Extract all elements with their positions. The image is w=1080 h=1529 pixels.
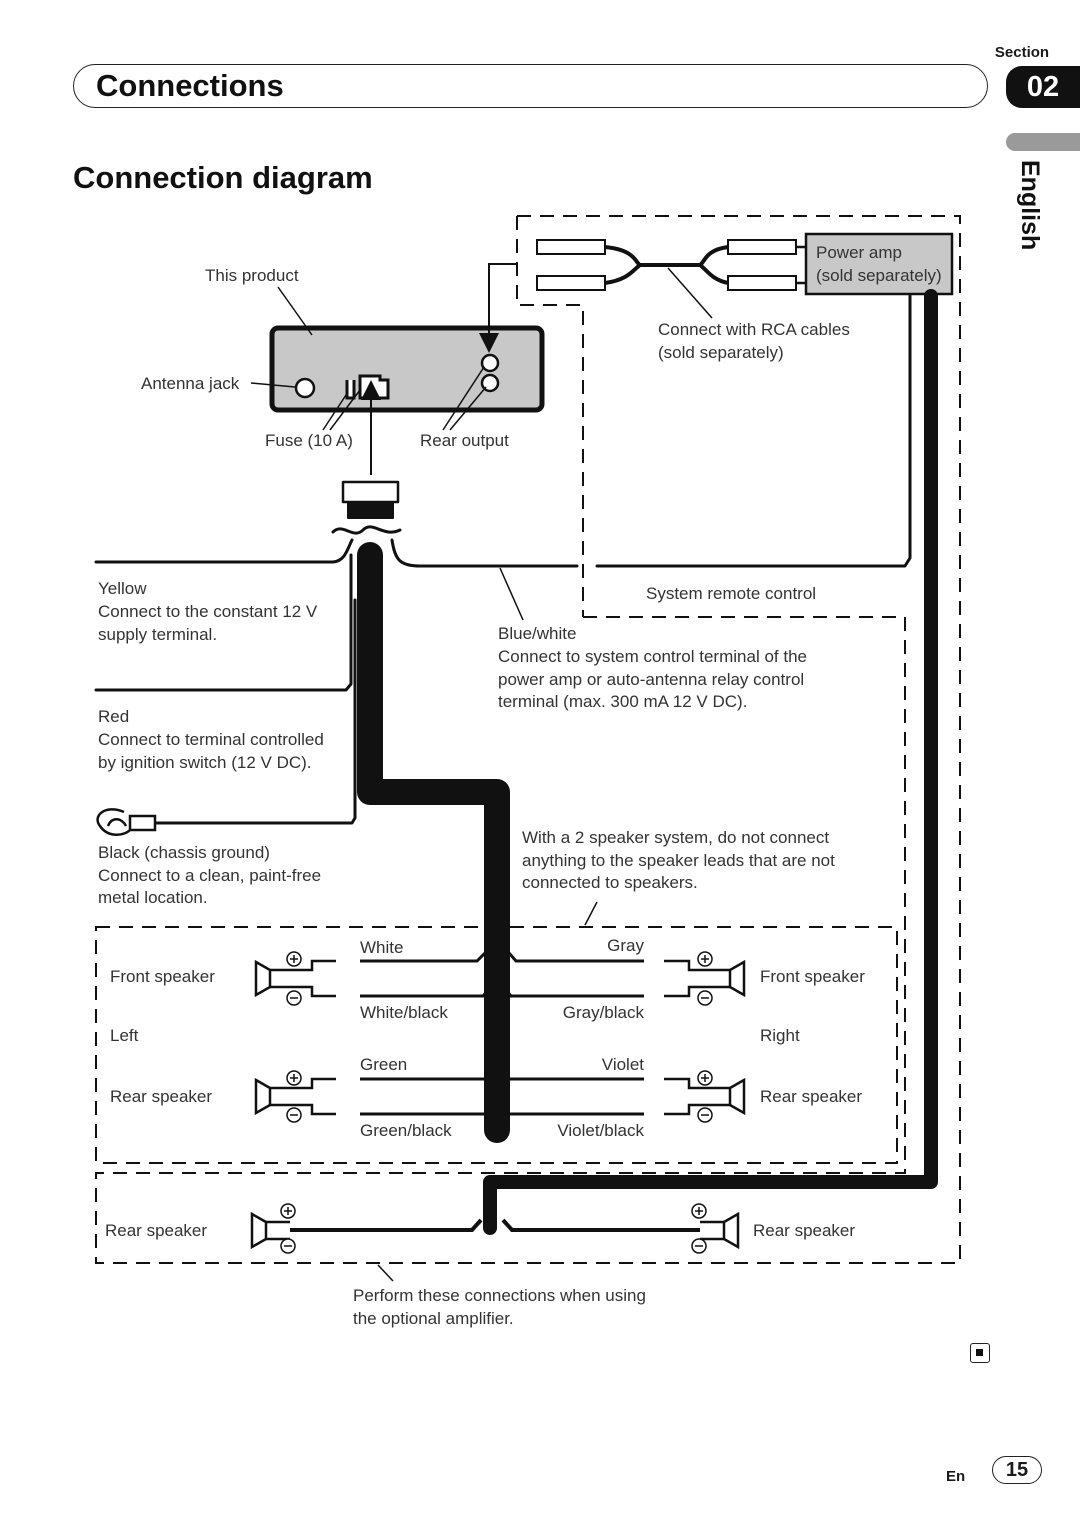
front-speaker-left-label: Front speaker — [110, 967, 215, 986]
header-title: Connections — [96, 68, 284, 103]
power-amp-sold-label: (sold separately) — [816, 266, 942, 285]
rear-speaker-left-label: Rear speaker — [110, 1087, 213, 1106]
front-speaker-right-label: Front speaker — [760, 967, 865, 986]
end-mark-icon — [970, 1343, 990, 1363]
right-label: Right — [760, 1026, 800, 1045]
yellow-title: Yellow — [98, 579, 147, 598]
yellow-line-1: Connect to the constant 12 V — [98, 602, 318, 621]
ground-terminal-icon — [98, 809, 155, 834]
head-unit — [272, 328, 542, 410]
rear-output-label: Rear output — [420, 431, 509, 450]
rca-label-2: (sold separately) — [658, 343, 784, 362]
black-title: Black (chassis ground) — [98, 843, 270, 862]
wire-violet-label: Violet — [601, 1055, 644, 1074]
language-label: English — [1016, 160, 1044, 251]
red-line-1: Connect to terminal controlled — [98, 730, 324, 749]
system-remote-label: System remote control — [646, 584, 817, 603]
black-line-2: metal location. — [98, 888, 208, 907]
black-line-1: Connect to a clean, paint-free — [98, 866, 322, 885]
wire-gray-label: Gray — [607, 936, 644, 955]
red-line-2: by ignition switch (12 V DC). — [98, 753, 312, 772]
fuse-label: Fuse (10 A) — [265, 431, 353, 450]
antenna-jack-label: Antenna jack — [141, 374, 240, 393]
blue-white-line-3: terminal (max. 300 mA 12 V DC). — [498, 692, 748, 711]
wire-gray-black-label: Gray/black — [562, 1003, 644, 1022]
blue-white-title: Blue/white — [498, 624, 577, 643]
rear-speaker-right-label: Rear speaker — [760, 1087, 863, 1106]
optional-note-1: Perform these connections when using — [353, 1286, 646, 1305]
wire-white-black-label: White/black — [360, 1003, 448, 1022]
power-amp-label: Power amp — [816, 243, 902, 262]
footer-language: En — [946, 1468, 966, 1485]
section-label: Section — [994, 44, 1050, 61]
wire-green-black-label: Green/black — [360, 1121, 452, 1140]
antenna-jack-socket — [296, 379, 314, 397]
two-speaker-note-2: anything to the speaker leads that are not — [522, 851, 835, 870]
two-speaker-note-3: connected to speakers. — [522, 873, 698, 892]
wire-violet-black-label: Violet/black — [557, 1121, 644, 1140]
rca-cables — [537, 240, 806, 290]
rear-output-jack-top — [482, 355, 498, 371]
amp-rear-speaker-left-label: Rear speaker — [105, 1221, 208, 1240]
rca-label-1: Connect with RCA cables — [658, 320, 850, 339]
left-label: Left — [110, 1026, 139, 1045]
red-title: Red — [98, 707, 130, 726]
amp-rear-speaker-right-label: Rear speaker — [753, 1221, 856, 1240]
this-product-label: This product — [205, 266, 299, 285]
wire-green-label: Green — [360, 1055, 408, 1074]
page-number: 15 — [992, 1456, 1042, 1484]
page-heading: Connection diagram — [73, 160, 373, 195]
section-number-badge: 02 — [1006, 66, 1080, 108]
blue-white-line-1: Connect to system control terminal of the — [498, 647, 807, 666]
two-speaker-note-1: With a 2 speaker system, do not connect — [522, 828, 830, 847]
blue-white-line-2: power amp or auto-antenna relay control — [498, 670, 805, 689]
yellow-line-2: supply terminal. — [98, 625, 218, 644]
optional-note-2: the optional amplifier. — [353, 1309, 514, 1328]
wire-white-label: White — [360, 938, 404, 957]
